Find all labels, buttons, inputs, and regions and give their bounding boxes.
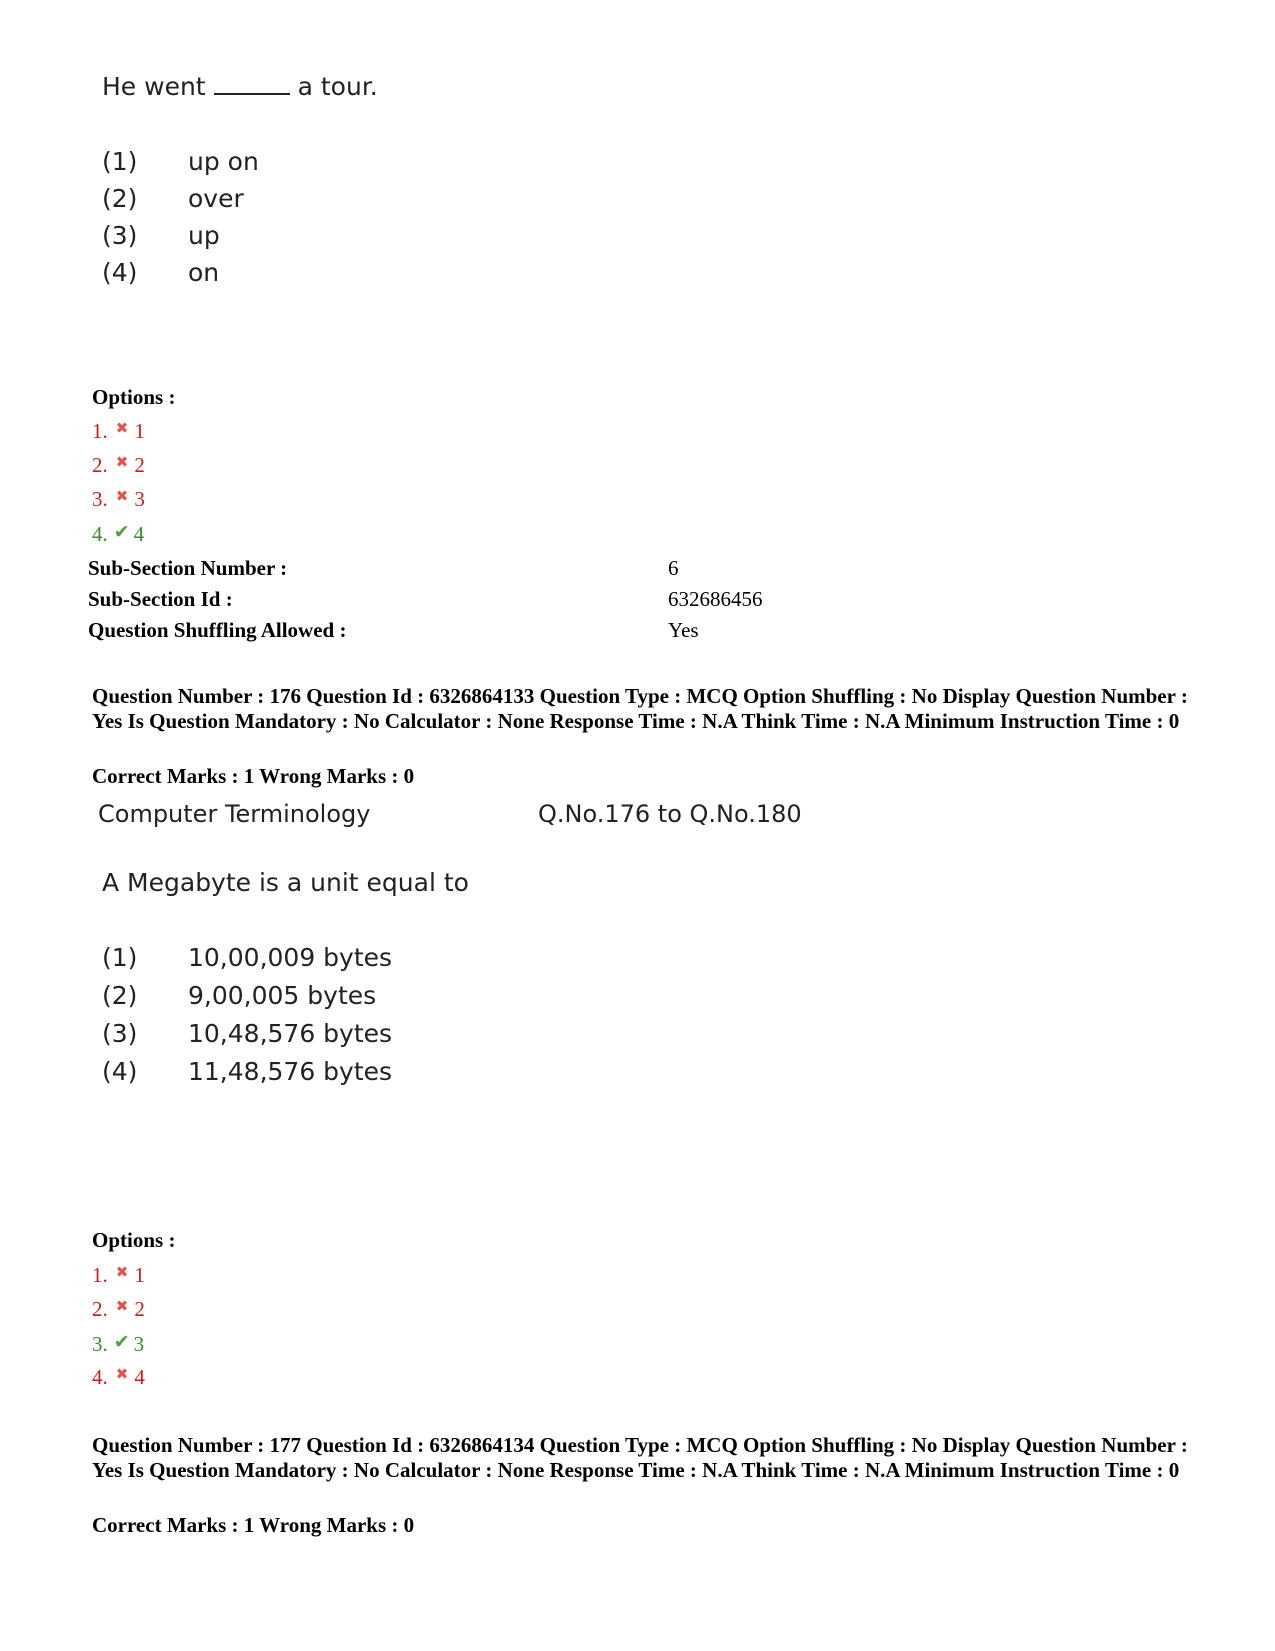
meta-value: 6 xyxy=(668,556,679,580)
option-index: 4. xyxy=(92,522,108,546)
option-index: 1. xyxy=(92,1263,108,1287)
choice-item xyxy=(102,147,259,176)
choice-item xyxy=(102,258,219,287)
option-index: 2. xyxy=(92,1297,108,1321)
choice-number: (4) xyxy=(102,1057,138,1086)
meta-row xyxy=(88,618,988,644)
option-value: 1 xyxy=(134,1263,145,1287)
choice-text: on xyxy=(188,258,220,287)
check-icon: ✔ xyxy=(113,521,130,543)
choice-number: (4) xyxy=(102,258,138,287)
option-row xyxy=(92,487,145,512)
stem-after: a tour. xyxy=(297,72,378,101)
choice-item xyxy=(102,221,220,250)
option-row xyxy=(92,453,145,478)
options-label: Options : xyxy=(92,385,176,409)
cross-icon: ✖ xyxy=(115,1297,129,1315)
meta-key: Sub-Section Number : xyxy=(88,556,288,580)
choice-item xyxy=(102,1019,392,1048)
option-row xyxy=(92,1365,145,1390)
option-index: 3. xyxy=(92,1332,108,1356)
choice-text: over xyxy=(188,184,244,213)
option-value: 4 xyxy=(133,522,145,546)
cross-icon: ✖ xyxy=(115,487,129,505)
cross-icon: ✖ xyxy=(115,1365,129,1383)
option-value: 2 xyxy=(134,453,145,477)
choice-text: 10,00,009 bytes xyxy=(188,943,393,972)
marks-line: Correct Marks : 1 Wrong Marks : 0 xyxy=(92,764,415,788)
option-value: 3 xyxy=(134,487,145,511)
option-index: 4. xyxy=(92,1365,108,1389)
cross-icon: ✖ xyxy=(115,1263,129,1281)
choice-item xyxy=(102,184,244,213)
question-stem xyxy=(102,72,378,101)
option-index: 3. xyxy=(92,487,108,511)
option-value: 1 xyxy=(134,419,145,443)
options-label: Options : xyxy=(92,1228,176,1252)
option-value: 2 xyxy=(134,1297,145,1321)
choice-text: 10,48,576 bytes xyxy=(188,1019,393,1048)
choice-item xyxy=(102,1057,392,1086)
question-stem: A Megabyte is a unit equal to xyxy=(102,868,469,897)
check-icon: ✔ xyxy=(113,1331,130,1353)
choice-item xyxy=(102,943,392,972)
choice-text: up xyxy=(188,221,220,250)
option-row xyxy=(92,1297,145,1322)
meta-key: Question Shuffling Allowed : xyxy=(88,618,347,642)
choice-number: (1) xyxy=(102,943,138,972)
choice-number: (3) xyxy=(102,221,138,250)
choice-number: (1) xyxy=(102,147,138,176)
choice-text: 9,00,005 bytes xyxy=(188,981,377,1010)
section-range: Q.No.176 to Q.No.180 xyxy=(538,800,802,828)
choice-item xyxy=(102,981,376,1010)
choice-text: 11,48,576 bytes xyxy=(188,1057,393,1086)
answer-blank xyxy=(214,93,290,95)
meta-row xyxy=(88,556,988,582)
cross-icon: ✖ xyxy=(115,453,129,471)
meta-value: 632686456 xyxy=(668,587,763,611)
option-row xyxy=(92,419,145,444)
stem-before: He went xyxy=(102,72,206,101)
choice-number: (3) xyxy=(102,1019,138,1048)
option-row xyxy=(92,1263,145,1288)
option-value: 4 xyxy=(134,1365,145,1389)
question-header: Question Number : 177 Question Id : 6326864134 Question Type : MCQ Option Shuffling : No Display Question Number : Yes Is Question Mandatory : No Calculator : None Response Time : N.A Think Time : N.A Minimum Instruction Time : 0 xyxy=(92,1433,1188,1482)
section-title: Computer Terminology xyxy=(98,800,371,828)
choice-number: (2) xyxy=(102,981,138,1010)
meta-row xyxy=(88,587,988,613)
marks-line: Correct Marks : 1 Wrong Marks : 0 xyxy=(92,1513,415,1537)
meta-key: Sub-Section Id : xyxy=(88,587,233,611)
choice-number: (2) xyxy=(102,184,138,213)
choice-text: up on xyxy=(188,147,259,176)
cross-icon: ✖ xyxy=(115,419,129,437)
option-row xyxy=(92,1331,144,1357)
option-value: 3 xyxy=(133,1332,145,1356)
option-index: 1. xyxy=(92,419,108,443)
question-header: Question Number : 176 Question Id : 6326864133 Question Type : MCQ Option Shuffling : No Display Question Number : Yes Is Question Mandatory : No Calculator : None Response Time : N.A Think Time : N.A Minimum Instruction Time : 0 xyxy=(92,684,1188,733)
meta-value: Yes xyxy=(668,618,699,642)
option-row xyxy=(92,521,144,547)
option-index: 2. xyxy=(92,453,108,477)
